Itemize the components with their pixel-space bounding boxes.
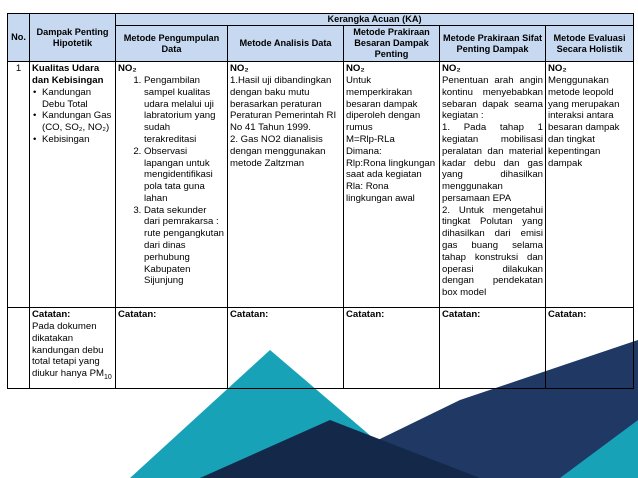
pengumpulan-note-cell	[116, 308, 228, 389]
sifat-item-2: 2. Untuk mengetahui tingkat Polutan yang dihasilkan dari emisi gas buang selama tahap konstruksi dan operasi dilakukan dengan pendekatan box model	[442, 204, 543, 299]
prakiraan-formula: M=Rlp-RLa	[346, 133, 395, 145]
header-sifat: Metode Prakiraan Sifat Penting Dampak	[440, 26, 546, 62]
header-no: No.	[8, 14, 30, 62]
list-item: 1. Pengambilan sampel kualitas udara melalui uji labratorium yang sudah terakreditasi	[144, 75, 225, 146]
header-pengumpulan: Metode Pengumpulan Data	[116, 26, 228, 62]
sifat-text: Penentuan arah angin kontinu menyebabkan sebaran dapak seama kegiatan :	[442, 74, 543, 122]
header-analisis: Metode Analisis Data	[228, 26, 344, 62]
header-evaluasi: Metode Evaluasi Secara Holistik	[546, 26, 634, 62]
list-item: • Kandungan Gas (CO, SO₂, NO₂)	[42, 110, 113, 134]
analisis-text-1: 1.Hasil uji dibandingkan dengan baku mutu berasarkan peraturan Peraturan Pemerintah RI No 41 Tahun 1999.	[230, 74, 337, 134]
list-item: 2. Observasi lapangan untuk mengidentifikasi pola tata guna lahan	[144, 146, 225, 205]
header-dampak: Dampak Penting Hipotetik	[30, 14, 116, 62]
prakiraan-rlp: Rlp:Rona lingkungan saat ada kegiatan	[346, 157, 436, 181]
pm-subscript: 10	[104, 374, 112, 382]
prakiraan-note-cell	[344, 308, 440, 389]
prakiraan-rla: Rla: Rona lingkungan awal	[346, 181, 415, 204]
pengumpulan-cell	[116, 62, 228, 308]
list-item: • Kebisingan	[42, 134, 113, 146]
pengumpulan-title: NO₂	[118, 63, 137, 75]
prakiraan-text: Untuk memperkirakan besaran dampak diperoleh dengan rumus	[346, 74, 421, 134]
dampak-note-body: Pada dokumen dikatakan kandungan debu total tetapi yang diukur hanya PM	[32, 320, 104, 380]
table-row	[8, 62, 634, 308]
row-number: 1	[8, 62, 30, 308]
header-kerangka-acuan: Kerangka Acuan (KA)	[116, 14, 634, 26]
notes-empty-cell	[8, 308, 30, 389]
note-label: Catatan:	[346, 309, 385, 321]
note-label: Catatan:	[230, 309, 269, 321]
note-label: Catatan:	[118, 309, 157, 321]
prakiraan-cell	[344, 62, 440, 308]
sifat-note-cell	[440, 308, 546, 389]
evaluasi-text: Menggunakan metode leopold yang merupakan interaksi antara besaran dampak dan tingkat kepentingan dampak	[548, 74, 620, 169]
list-item: • Kandungan Debu Total	[42, 87, 113, 111]
prakiraan-title: NO₂	[346, 63, 365, 75]
note-label: Catatan:	[548, 309, 587, 321]
kerangka-acuan-table	[7, 13, 634, 389]
list-item: 3. Data sekunder dari pemrakarsa : rute pengangkutan dari dinas perhubung Kabupaten Sijunjung	[144, 205, 225, 288]
dampak-note-cell	[30, 308, 116, 389]
note-label: Catatan:	[442, 309, 481, 321]
header-prakiraan: Metode Prakiraan Besaran Dampak Penting	[344, 26, 440, 62]
notes-row	[8, 308, 634, 389]
dampak-note-text	[32, 321, 113, 383]
evaluasi-note-cell	[546, 308, 634, 389]
sifat-item-1: 1. Pada tahap 1 kegiatan mobilisasi peralatan dan material kadar debu dan gas yang dihasilkan menggunakan persamaan EPA	[442, 122, 543, 204]
dampak-list	[32, 87, 113, 146]
dampak-title: Kualitas Udara dan Kebisingan	[32, 63, 104, 86]
analisis-text-2: 2. Gas NO2 dianalisis dengan menggunakan metode Zaltzman	[230, 133, 326, 169]
analisis-title: NO₂	[230, 63, 249, 75]
prakiraan-dimana: Dimana:	[346, 145, 382, 157]
pengumpulan-list	[118, 75, 225, 287]
evaluasi-cell	[546, 62, 634, 308]
evaluasi-title: NO₂	[548, 63, 567, 75]
analisis-note-cell	[228, 308, 344, 389]
analisis-cell	[228, 62, 344, 308]
sifat-cell	[440, 62, 546, 308]
note-label: Catatan:	[32, 309, 71, 321]
dampak-cell	[30, 62, 116, 308]
header-row-1	[8, 14, 634, 26]
sifat-title: NO₂	[442, 63, 461, 75]
